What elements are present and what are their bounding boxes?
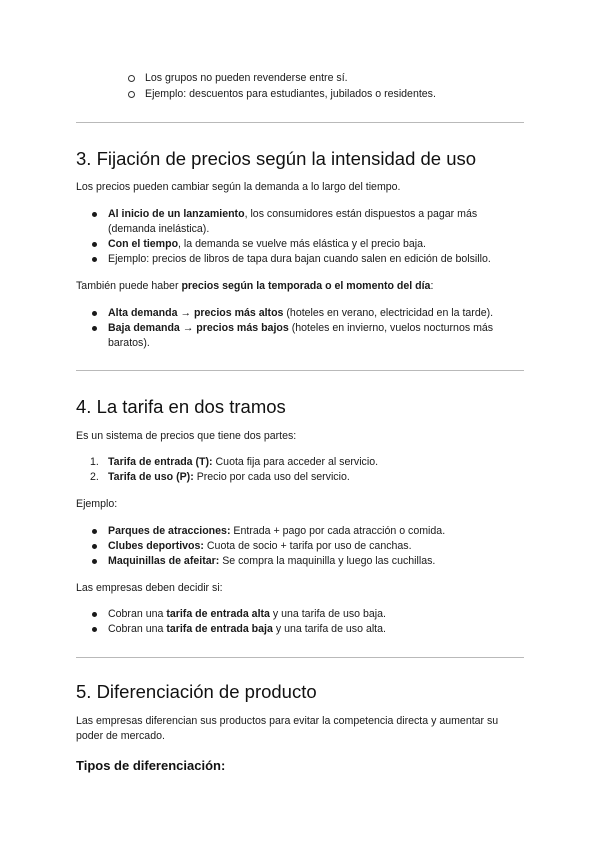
list-item-text: y una tarifa de uso alta. <box>272 623 386 635</box>
numbered-item-bold: Tarifa de entrada (T): <box>108 456 213 468</box>
list-item-bold: tarifa de entrada alta <box>166 608 270 620</box>
paragraph-bold: precios según la temporada o el momento del día <box>181 280 431 292</box>
divider <box>76 657 524 658</box>
bullet-icon <box>92 257 97 262</box>
list-item <box>108 237 426 252</box>
list-item <box>108 321 493 336</box>
paragraph-text: : <box>430 280 434 292</box>
bullet-icon <box>92 212 97 217</box>
numbered-item-number: 1. <box>90 456 99 468</box>
numbered-item-text: Precio por cada uso del servicio. <box>193 471 350 483</box>
list-item-text: Cobran una <box>108 608 167 620</box>
circle-bullet-icon <box>128 75 135 82</box>
numbered-item <box>108 470 350 485</box>
list-item-text: , los consumidores están dispuestos a pagar más <box>244 208 478 220</box>
circle-bullet-icon <box>128 91 135 98</box>
bullet-icon <box>92 627 97 632</box>
example-label: Ejemplo: <box>76 498 118 510</box>
numbered-item <box>108 455 378 470</box>
list-item <box>108 607 386 622</box>
bullet-icon <box>92 544 97 549</box>
paragraph: Las empresas deben decidir si: <box>76 582 223 594</box>
section-5-title: 5. Diferenciación de producto <box>76 681 317 702</box>
section-5-subtitle: Tipos de diferenciación: <box>76 758 226 773</box>
list-item-bold: Parques de atracciones: <box>108 525 231 537</box>
list-item-text: (hoteles en verano, electricidad en la tarde). <box>283 307 494 319</box>
list-item: Ejemplo: precios de libros de tapa dura bajan cuando salen en edición de bolsillo. <box>108 253 491 265</box>
list-item-bold: Clubes deportivos: <box>108 540 204 552</box>
list-item-text: Cuota de socio + tarifa por uso de canchas. <box>203 540 412 552</box>
section-3-title: 3. Fijación de precios según la intensidad de uso <box>76 148 477 169</box>
list-item-bold: Baja demanda → precios más bajos <box>108 322 289 334</box>
section-5-intro: Las empresas diferencian sus productos para evitar la competencia directa y aumentar su <box>76 715 499 727</box>
list-item-bold: tarifa de entrada baja <box>166 623 273 635</box>
list-item-text: (hoteles en invierno, vuelos nocturnos más <box>288 322 494 334</box>
section-5-intro-continuation: poder de mercado. <box>76 730 165 742</box>
divider <box>76 370 524 371</box>
list-item-bold: Con el tiempo <box>108 238 179 250</box>
list-item-bold: Al inicio de un lanzamiento <box>108 208 245 220</box>
list-item: Ejemplo: descuentos para estudiantes, jubilados o residentes. <box>145 88 436 100</box>
bullet-icon <box>92 612 97 617</box>
bullet-icon <box>92 559 97 564</box>
section-4-title: 4. La tarifa en dos tramos <box>76 396 286 417</box>
list-item-text: Cobran una <box>108 623 167 635</box>
paragraph-text: También puede haber <box>76 280 182 292</box>
numbered-item-text: Cuota fija para acceder al servicio. <box>212 456 379 468</box>
list-item-continuation: (demanda inelástica). <box>108 223 210 235</box>
list-item <box>108 539 412 554</box>
list-item-text: y una tarifa de uso baja. <box>269 608 386 620</box>
list-item <box>108 622 386 637</box>
numbered-item-bold: Tarifa de uso (P): <box>108 471 194 483</box>
list-item <box>108 207 477 222</box>
section-3-intro: Los precios pueden cambiar según la demanda a lo largo del tiempo. <box>76 181 401 193</box>
list-item <box>108 306 493 321</box>
bullet-icon <box>92 311 97 316</box>
divider <box>76 122 524 123</box>
paragraph <box>76 279 433 294</box>
list-item-continuation: baratos). <box>108 337 150 349</box>
list-item <box>108 554 435 569</box>
list-item-text: , la demanda se vuelve más elástica y el precio baja. <box>178 238 426 250</box>
numbered-item-number: 2. <box>90 471 99 483</box>
list-item-bold: Maquinillas de afeitar: <box>108 555 220 567</box>
list-item-text: Se compra la maquinilla y luego las cuchillas. <box>219 555 436 567</box>
list-item <box>108 524 445 539</box>
section-4-intro: Es un sistema de precios que tiene dos partes: <box>76 430 297 442</box>
list-item: Los grupos no pueden revenderse entre sí. <box>145 72 348 84</box>
list-item-text: Entrada + pago por cada atracción o comida. <box>230 525 446 537</box>
bullet-icon <box>92 529 97 534</box>
bullet-icon <box>92 326 97 331</box>
bullet-icon <box>92 242 97 247</box>
list-item-bold: Alta demanda → precios más altos <box>108 307 284 319</box>
